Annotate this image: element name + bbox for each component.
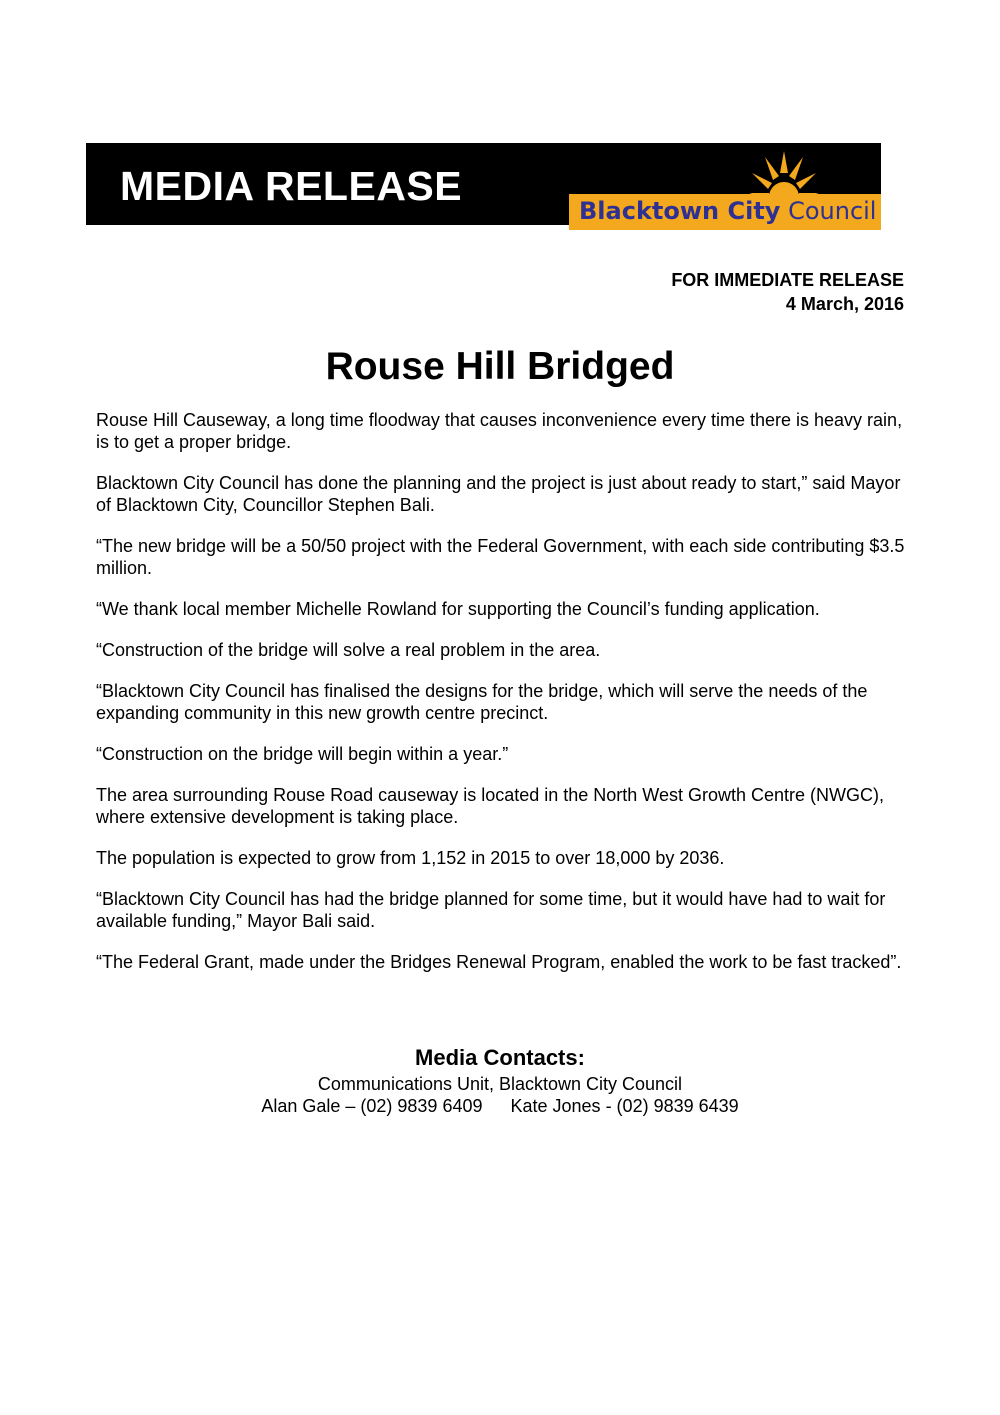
body-paragraph: “Construction on the bridge will begin within a year.” (96, 744, 509, 764)
body-paragraph: “We thank local member Michelle Rowland for supporting the Council’s funding application. (96, 599, 820, 619)
release-meta (671, 268, 904, 316)
body-paragraph: “Blacktown City Council has finalised the designs for the bridge, which will serve the needs of the expanding community in this new growth centre precinct. (96, 681, 868, 723)
logo-text (579, 195, 876, 227)
body-paragraph: Rouse Hill Causeway, a long time floodway that causes inconvenience every time there is heavy rain, is to get a proper bridge. (96, 410, 903, 452)
contact-alan-gale: Alan Gale – (02) 9839 6409 (261, 1096, 483, 1116)
contacts-unit: Communications Unit, Blacktown City Council (317, 1074, 683, 1094)
body-paragraph: “Blacktown City Council has had the bridge planned for some time, but it would have had to wait for available funding,” Mayor Bali said. (96, 889, 886, 931)
body-paragraph: Blacktown City Council has done the planning and the project is just about ready to start,” said Mayor of Blacktown City, Councillor Stephen Bali. (96, 473, 901, 515)
body-paragraph: The area surrounding Rouse Road causeway is located in the North West Growth Centre (NWGC), where extensive development is taking place. (96, 785, 885, 827)
media-release-banner (86, 143, 881, 225)
contacts-heading: Media Contacts: (415, 1045, 585, 1070)
headline: Rouse Hill Bridged (325, 345, 675, 388)
body-paragraph: “The Federal Grant, made under the Bridges Renewal Program, enabled the work to be fast tracked”. (96, 952, 902, 972)
body-paragraph: “The new bridge will be a 50/50 project with the Federal Government, with each side contributing $3.5 million. (96, 536, 905, 578)
council-logo (569, 149, 881, 225)
media-contacts (0, 1045, 1000, 1117)
release-body (96, 409, 908, 992)
body-paragraph: The population is expected to grow from 1,152 in 2015 to over 18,000 by 2036. (96, 848, 725, 868)
contact-kate-jones: Kate Jones - (02) 9839 6439 (510, 1096, 739, 1116)
body-paragraph: “Construction of the bridge will solve a real problem in the area. (96, 640, 601, 660)
release-date: 4 March, 2016 (785, 294, 904, 314)
banner-title: MEDIA RELEASE (120, 163, 463, 209)
contacts-people (0, 1095, 1000, 1117)
logo-text-regular: Council (788, 197, 877, 225)
release-label: FOR IMMEDIATE RELEASE (671, 270, 904, 290)
logo-text-bold: Blacktown City (579, 197, 781, 225)
